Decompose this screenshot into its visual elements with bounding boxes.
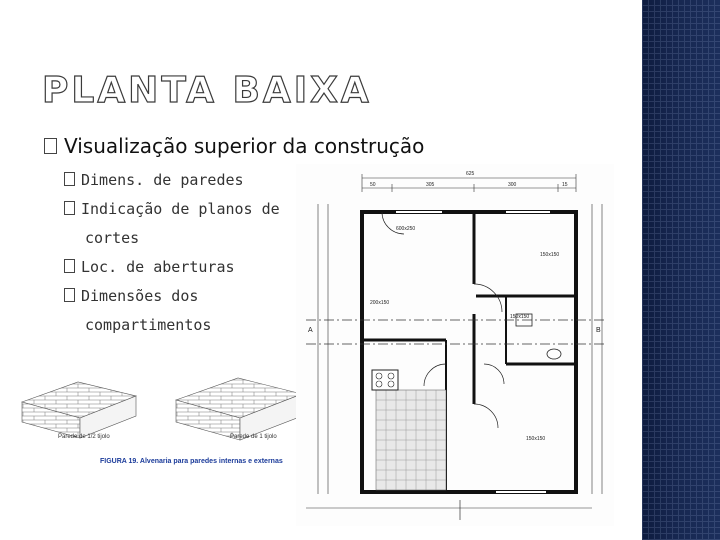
sub-bullet-text: Indicação de planos de (81, 200, 280, 218)
bullet-box-icon (64, 259, 75, 273)
caption-one-brick: Parede de 1 tijolo (230, 434, 277, 440)
sub-bullet-4 (64, 287, 198, 305)
room-label: 600x250 (396, 226, 416, 232)
bullet-box-icon (64, 172, 75, 186)
sub-bullet-1 (64, 171, 244, 189)
dim-total: 625 (466, 171, 475, 177)
dim-3: 300 (508, 182, 517, 188)
dim-1: 50 (370, 182, 376, 188)
room-label: 150x150 (510, 314, 530, 320)
dim-2: 305 (426, 182, 435, 188)
main-bullet (44, 134, 424, 158)
sub-bullet-text: Dimens. de paredes (81, 171, 244, 189)
floor-plan-drawing (296, 164, 614, 526)
caption-half-brick: Parede de 1/2 tijolo (58, 434, 110, 440)
room-label: 150x150 (526, 436, 546, 442)
masonry-illustration (18, 372, 308, 478)
section-mark-a-left: A (308, 327, 313, 334)
dim-4: 15 (562, 182, 568, 188)
tiled-floor (376, 390, 446, 490)
bullet-box-icon (64, 201, 75, 215)
sub-bullet-2 (64, 200, 280, 218)
room-label: 150x150 (540, 252, 560, 258)
section-mark-b-right: B (596, 327, 601, 334)
sub-bullet-2-continuation: cortes (85, 229, 140, 247)
floor-plan-svg (296, 164, 614, 526)
room-label: 200x150 (370, 300, 390, 306)
sidebar-texture (642, 0, 720, 540)
bullet-box-icon (64, 288, 75, 302)
bullet-box-icon (44, 138, 57, 154)
figure-caption: FIGURA 19. Alvenaria para paredes internas e externas (100, 458, 283, 465)
brick-wall-drawing (18, 372, 308, 456)
decorative-sidebar (642, 0, 720, 540)
slide-title: PLANTA BAIXA (42, 70, 372, 111)
main-bullet-text: Visualização superior da construção (64, 134, 425, 158)
sub-bullet-4-continuation: compartimentos (85, 316, 212, 334)
sub-bullet-3 (64, 258, 235, 276)
sub-bullet-text: Dimensões dos (81, 287, 199, 305)
sub-bullet-text: Loc. de aberturas (81, 258, 235, 276)
